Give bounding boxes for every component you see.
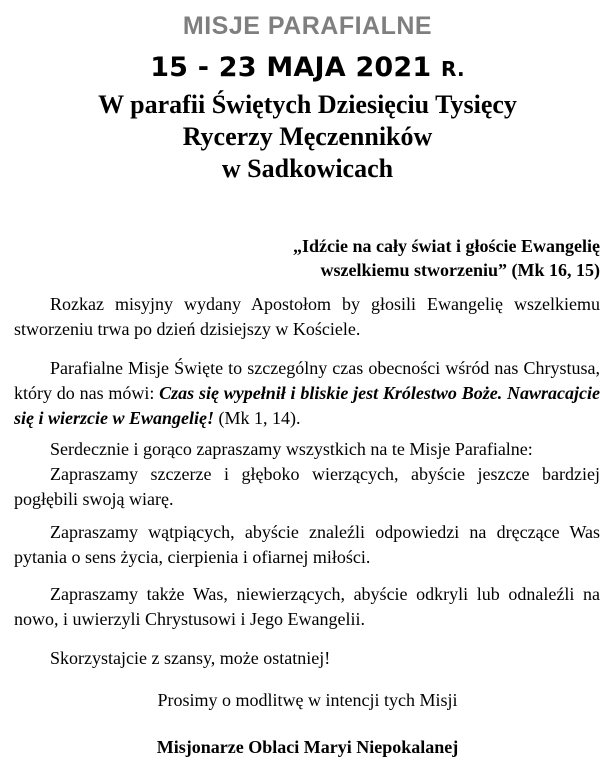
paragraph-holy-missions-reference: (Mk 1, 14). (214, 408, 301, 428)
paragraph-holy-missions-text: Parafialne Misje Święte to szczególny czas obecności wśród nas Chrystusa, który do nas mówi: (14, 358, 600, 403)
paragraph-closing (14, 646, 600, 671)
prayer-request: Prosimy o modlitwę w intencji tych Misji (157, 690, 458, 710)
paragraph-holy-missions (14, 356, 600, 431)
scripture-quote-line-1: „Idźcie na cały świat i głoście Ewangelię (293, 236, 600, 256)
event-title: MISJE PARAFIALNE (182, 12, 433, 40)
paragraph-mission-command (14, 292, 600, 342)
paragraph-nonbelievers (14, 582, 600, 632)
signature: Misjonarze Oblaci Maryi Niepokalanej (156, 737, 459, 757)
paragraph-doubters (14, 520, 600, 570)
parish-line-2: Rycerzy Męczenników (182, 122, 433, 151)
event-dates-suffix: R. (441, 57, 465, 81)
paragraph-invitation-believers: Zapraszamy szczerze i głęboko wierzących, abyście jeszcze bardziej pogłębili swoją wiarę. (14, 464, 600, 509)
paragraph-holy-missions-emphasis: Czas się wypełnił i bliskie jest Królestwo Boże. Nawracajcie się i wierzcie w Ewangelię! (14, 383, 601, 428)
paragraph-closing-text: Skorzystajcie z szansy, może ostatniej! (50, 648, 331, 668)
paragraph-doubters-text: Zapraszamy wątpiących, abyście znaleźli odpowiedzi na dręczące Was pytania o sens życia, cierpienia i ofiarnej miłości. (14, 522, 600, 567)
parish-line-3: w Sadkowicach (221, 154, 394, 183)
scripture-quote-line-2: wszelkiemu stworzeniu” (Mk 16, 15) (320, 260, 600, 280)
paragraph-nonbelievers-text: Zapraszamy także Was, niewierzących, abyście odkryli lub odnaleźli na nowo, i uwierzyli Chrystusowi i Jego Ewangelii. (14, 584, 600, 629)
paragraph-invitation-line-1: Serdecznie i gorąco zapraszamy wszystkich na te Misje Parafialne: (50, 439, 533, 459)
scripture-quote (293, 234, 600, 282)
paragraph-mission-command-text: Rozkaz misyjny wydany Apostołom by głosili Ewangelię wszelkiemu stworzeniu trwa po dzień dzisiejszy w Kościele. (14, 294, 600, 339)
event-dates-range: 15 - 23 MAJA 2021 (150, 52, 432, 83)
event-dates (0, 52, 615, 83)
paragraph-invitation (14, 437, 600, 512)
parish-line-1: W parafii Świętych Dziesięciu Tysięcy (98, 90, 517, 119)
